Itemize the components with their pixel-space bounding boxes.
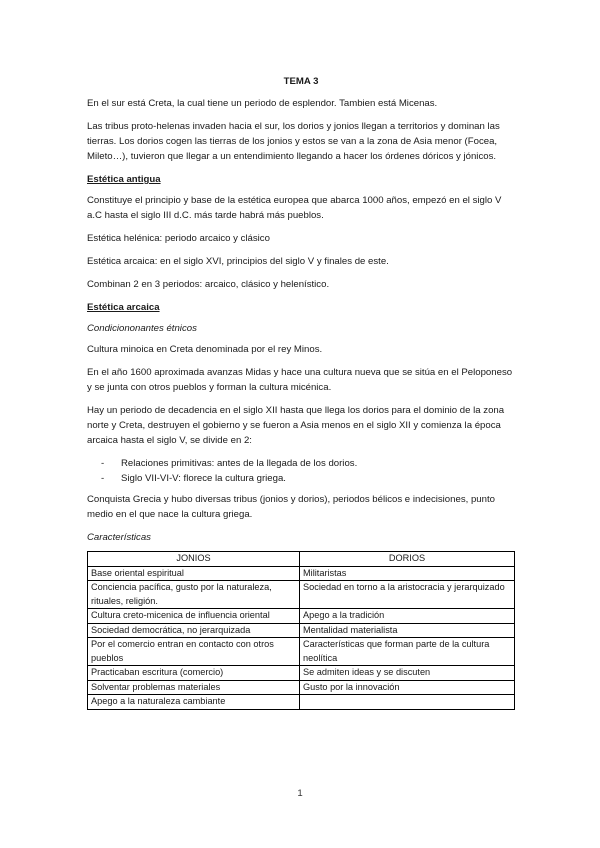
table-row (88, 566, 515, 581)
table-cell: Se admiten ideas y se discuten (300, 666, 515, 681)
subheading-caracteristicas: Características (87, 532, 151, 543)
table-header-row (88, 552, 515, 567)
paragraph: Estética arcaica: en el siglo XVI, principios del siglo V y finales de este. (87, 256, 389, 267)
list-item-text: Relaciones primitivas: antes de la llegada de los dorios. (121, 458, 358, 469)
table-cell: Por el comercio entran en contacto con otros pueblos (88, 638, 300, 666)
page-number: 1 (297, 788, 303, 799)
paragraph: En el sur está Creta, la cual tiene un periodo de esplendor. Tambien está Micenas. (87, 98, 438, 109)
table-cell (300, 695, 515, 710)
paragraph: Combinan 2 en 3 periodos: arcaico, clásico y helenístico. (87, 279, 330, 290)
paragraph: Hay un periodo de decadencia en el siglo XII hasta que llega los dorios para el dominio de la zona norte y Creta, destruyen el gobierno y se fueron a Asia menos en el siglo XII y comienza la época arcaica hasta el siglo V, se divide en 2: (87, 405, 505, 446)
table-cell: Conciencia pacífica, gusto por la naturaleza, rituales, religión. (88, 581, 300, 609)
table-cell: Cultura creto-micenica de influencia oriental (88, 609, 300, 624)
table-row (88, 581, 515, 609)
paragraph: En el año 1600 aproximada avanzas Midas y hace una cultura nueva que se sitúa en el Peloponeso y se junta con otros pueblos y forman la cultura micénica. (87, 367, 513, 393)
section-heading-estetica-arcaica: Estética arcaica (87, 302, 160, 313)
list-item (87, 471, 515, 486)
page-title: TEMA 3 (283, 76, 319, 87)
paragraph: Conquista Grecia y hubo diversas tribus (jonios y dorios), periodos bélicos e indecisiones, punto medio en el que nace la cultura griega. (87, 494, 495, 520)
table-cell: Base oriental espiritual (88, 566, 300, 581)
list-item-text: Siglo VII-VI-V: florece la cultura griega. (121, 473, 286, 484)
table-row (88, 695, 515, 710)
document-body (87, 74, 515, 710)
paragraph: Constituye el principio y base de la estética europea que abarca 1000 años, empezó en el siglo V a.C hasta el siglo III d.C. más tarde habrá más pueblos. (87, 195, 502, 221)
table-cell: Sociedad democrática, no jerarquizada (88, 623, 300, 638)
table-row (88, 666, 515, 681)
table-cell: Características que forman parte de la cultura neolítica (300, 638, 515, 666)
list-item (87, 456, 515, 471)
column-header-jonios: JONIOS (88, 552, 300, 567)
table-row (88, 609, 515, 624)
table-cell: Sociedad en torno a la aristocracia y jerarquizado (300, 581, 515, 609)
bullet-list (87, 456, 515, 486)
paragraph: Cultura minoica en Creta denominada por el rey Minos. (87, 344, 323, 355)
section-heading-estetica-antigua: Estética antigua (87, 174, 161, 185)
column-header-dorios: DORIOS (300, 552, 515, 567)
dash-bullet: - (101, 473, 105, 484)
table-cell: Militaristas (300, 566, 515, 581)
subheading-condicionantes: Condiciononantes étnicos (87, 323, 197, 334)
table-row (88, 680, 515, 695)
table-cell: Apego a la tradición (300, 609, 515, 624)
table-row (88, 623, 515, 638)
dash-bullet: - (101, 458, 105, 469)
table-cell: Apego a la naturaleza cambiante (88, 695, 300, 710)
table-row (88, 638, 515, 666)
table-cell: Gusto por la innovación (300, 680, 515, 695)
comparison-table (87, 551, 515, 710)
table-cell: Mentalidad materialista (300, 623, 515, 638)
table-cell: Practicaban escritura (comercio) (88, 666, 300, 681)
paragraph: Las tribus proto-helenas invaden hacia el sur, los dorios y jonios llegan a territorios y dominan las tierras. Los dorios cogen las tierras de los jonios y estos se van a la zona de Asia menor (Focea, Mileto…), tuvieron que llegar a un entendimiento llegando a hacer los órdenes dóricos y jónicos. (87, 121, 500, 162)
table-cell: Solventar problemas materiales (88, 680, 300, 695)
paragraph: Estética helénica: periodo arcaico y clásico (87, 233, 270, 244)
